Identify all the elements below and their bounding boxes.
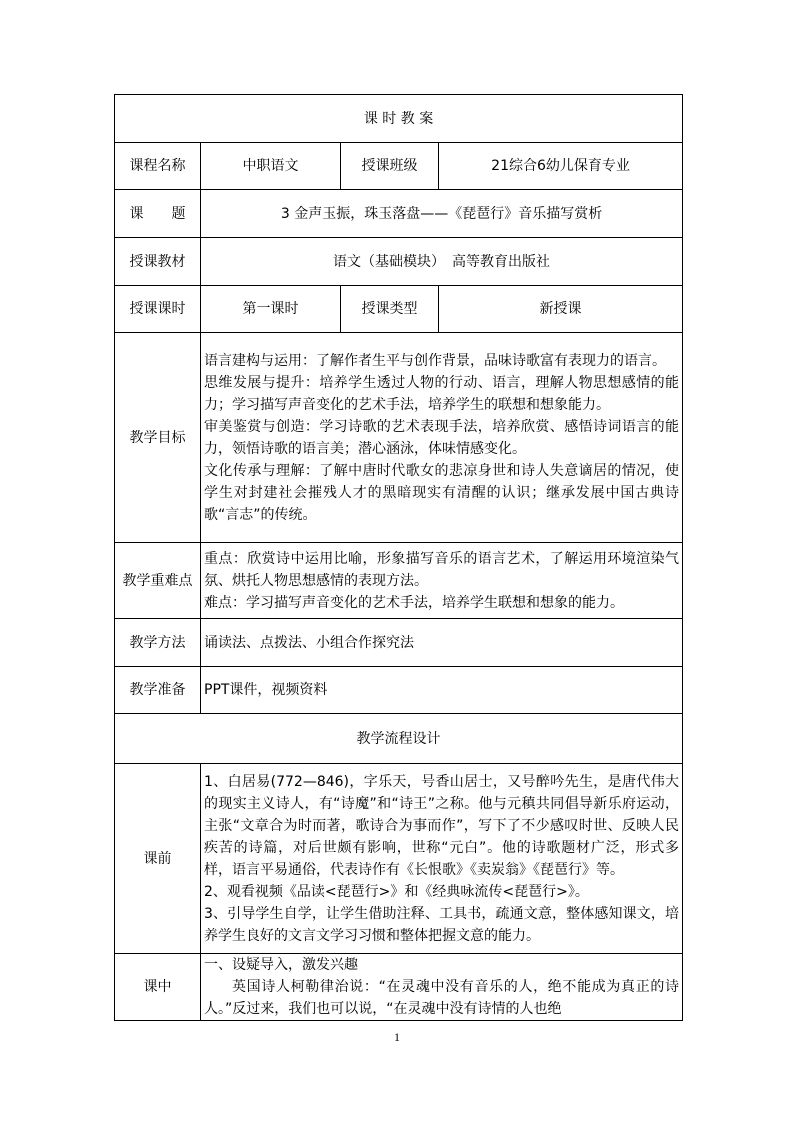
methods-value: 诵读法、点拨法、小组合作探究法 <box>201 619 683 667</box>
in-class-paragraph: 英国诗人柯勒律治说：“在灵魂中没有音乐的人，绝不能成为真正的诗人。”反过来，我们也可以说，“在灵魂中没有诗情的人也绝 <box>204 979 680 1017</box>
pre-class-content <box>201 764 683 954</box>
key-points-content <box>201 543 683 619</box>
objective-paragraph: 审美鉴赏与创造：学习诗歌的艺术表现手法，培养欣赏、感悟诗词语言的能力，领悟诗歌的语言美；潜心涵泳，体味情感变化。 <box>204 418 680 457</box>
plan-title: 课 时 教 案 <box>115 95 683 143</box>
in-class-content <box>201 954 683 1021</box>
lesson-plan-table <box>114 94 683 1021</box>
course-name-label: 课程名称 <box>115 143 201 190</box>
key-points-row <box>115 543 683 619</box>
pre-class-paragraph: 3、引导学生自学，让学生借助注释、工具书，疏通文意，整体感知课文，培养学生良好的文言文学习习惯和整体把握文意的能力。 <box>204 905 680 944</box>
objective-paragraph: 思维发展与提升：培养学生透过人物的行动、语言，理解人物思想感情的能力；学习描写声音变化的艺术手法，培养学生的联想和想象能力。 <box>204 374 680 413</box>
objectives-content <box>201 333 683 543</box>
topic-row <box>115 190 683 238</box>
textbook-label: 授课教材 <box>115 238 201 286</box>
pre-class-row <box>115 764 683 954</box>
flow-title: 教学流程设计 <box>115 714 683 764</box>
hours-value: 第一课时 <box>201 286 341 333</box>
textbook-value: 语文（基础模块） 高等教育出版社 <box>201 238 683 286</box>
textbook-row <box>115 238 683 286</box>
course-row <box>115 143 683 190</box>
page-number: 1 <box>394 1030 400 1044</box>
in-class-row <box>115 954 683 1021</box>
objectives-label: 教学目标 <box>115 333 201 543</box>
course-name-value: 中职语文 <box>201 143 341 190</box>
key-point-paragraph: 重点：欣赏诗中运用比喻，形象描写音乐的语言艺术，了解运用环境渲染气氛、烘托人物思想感情的表现方法。 <box>204 550 680 589</box>
pre-class-paragraph: 2、观看视频《品读<琵琶行>》和《经典咏流传<琵琶行>》。 <box>204 883 589 900</box>
topic-label: 课 题 <box>115 190 201 238</box>
in-class-label: 课中 <box>115 954 201 1021</box>
objective-paragraph: 语言建构与运用：了解作者生平与创作背景，品味诗歌富有表现力的语言。 <box>204 352 666 369</box>
class-value: 21综合6幼儿保育专业 <box>439 143 683 190</box>
objectives-row <box>115 333 683 543</box>
preparation-row <box>115 667 683 714</box>
flow-title-row <box>115 714 683 764</box>
key-points-label: 教学重难点 <box>115 543 201 619</box>
title-row <box>115 95 683 143</box>
pre-class-paragraph: 1、白居易(772—846)，字乐天，号香山居士，又号醉吟先生，是唐代伟大的现实主义诗人，有“诗魔”和“诗王”之称。他与元稹共同倡导新乐府运动，主张“文章合为时而著，歌诗合为事而作”，写下了不少感叹时世、反映人民疾苦的诗篇，对后世颇有影响，世称“元白”。他的诗歌题材广泛，形式多样，语言平易通俗，代表诗作有《长恨歌》《卖炭翁》《琵琶行》等。 <box>204 773 680 878</box>
lesson-type-value: 新授课 <box>439 286 683 333</box>
methods-row <box>115 619 683 667</box>
lesson-type-label: 授课类型 <box>341 286 439 333</box>
key-point-paragraph: 难点：学习描写声音变化的艺术手法，培养学生联想和想象的能力。 <box>204 594 624 611</box>
hours-label: 授课课时 <box>115 286 201 333</box>
hours-row <box>115 286 683 333</box>
pre-class-label: 课前 <box>115 764 201 954</box>
class-label: 授课班级 <box>341 143 439 190</box>
objective-paragraph: 文化传承与理解：了解中唐时代歌女的悲凉身世和诗人失意谪居的情况，使学生对封建社会摧残人才的黑暗现实有清醒的认识；继承发展中国古典诗歌“言志”的传统。 <box>204 462 680 523</box>
methods-label: 教学方法 <box>115 619 201 667</box>
topic-value: 3 金声玉振，珠玉落盘——《琵琶行》音乐描写赏析 <box>201 190 683 238</box>
preparation-value: PPT课件，视频资料 <box>201 667 683 714</box>
preparation-label: 教学准备 <box>115 667 201 714</box>
in-class-heading: 一、设疑导入，激发兴趣 <box>204 957 358 973</box>
